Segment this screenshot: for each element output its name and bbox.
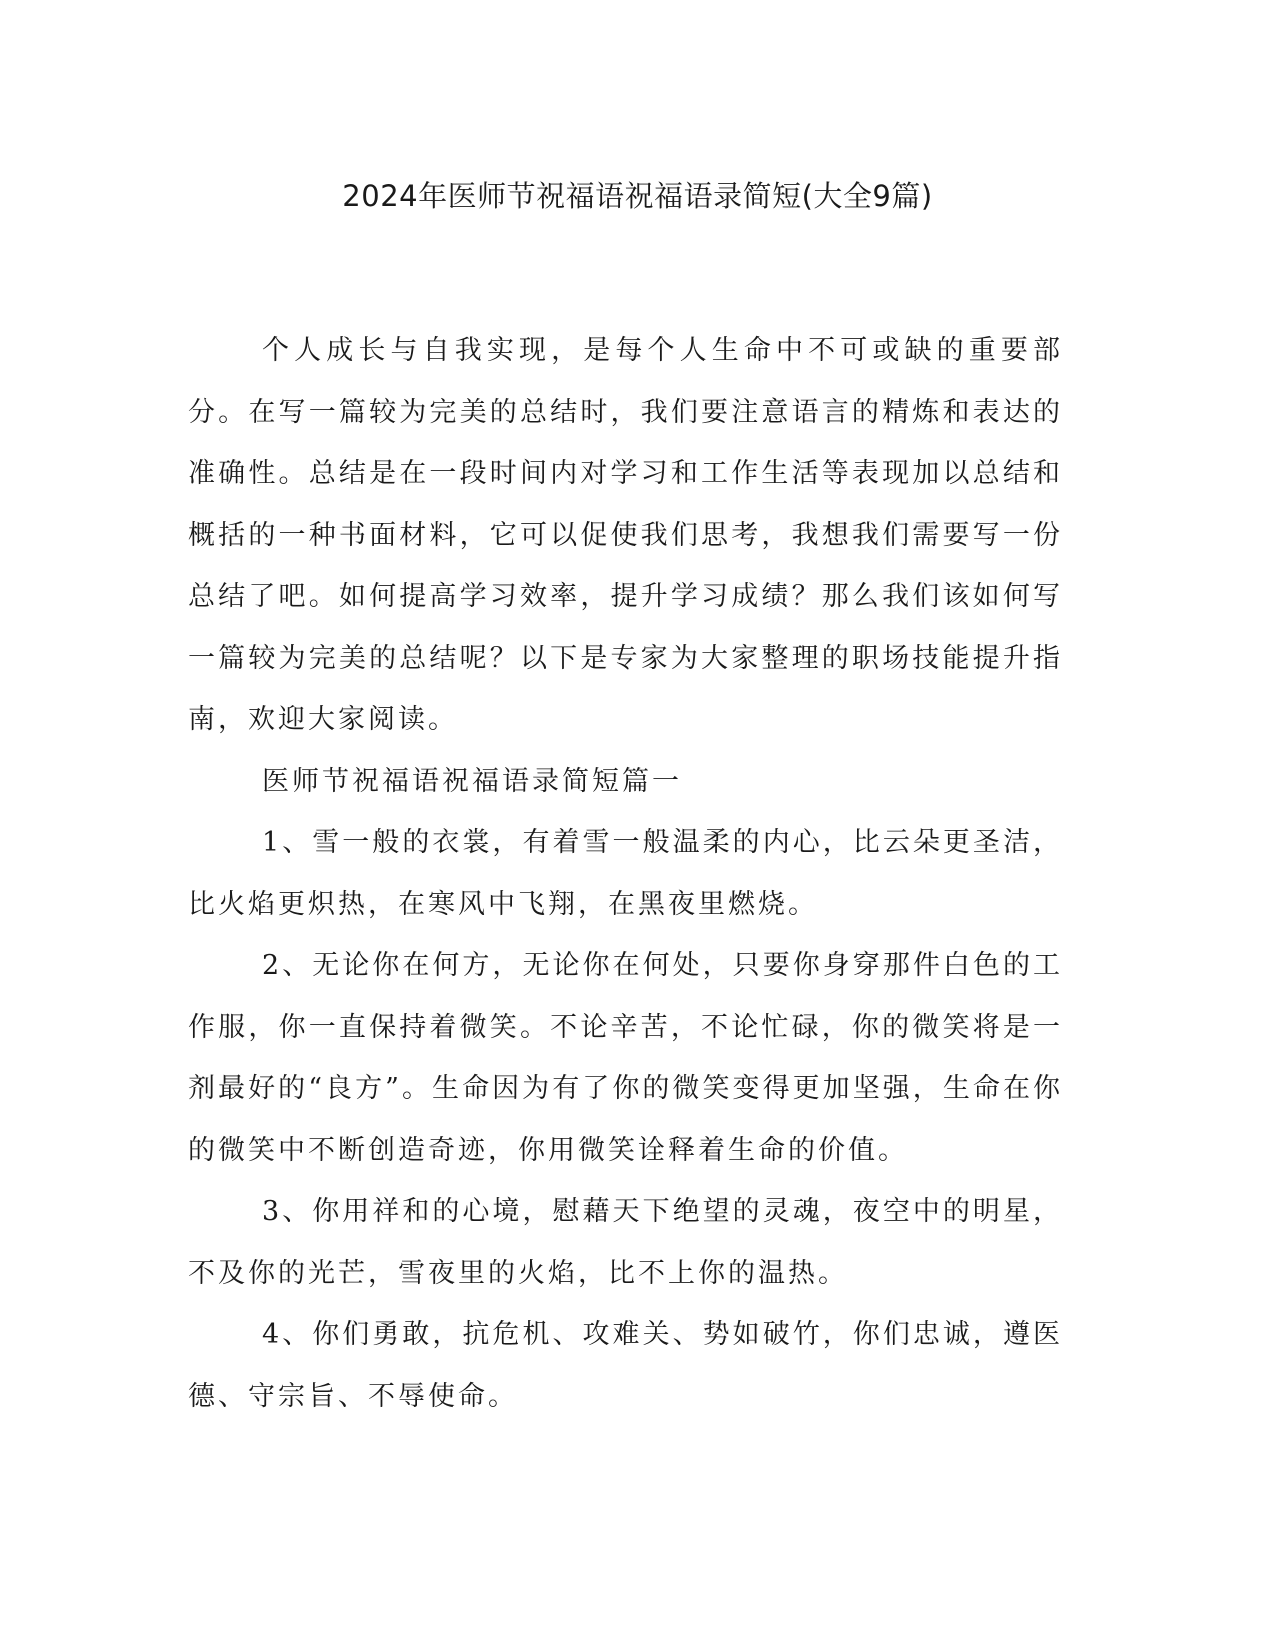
document-body: [188, 320, 1063, 1427]
list-item-4: 4、你们勇敢，抗危机、攻难关、势如破竹，你们忠诚，遵医德、守宗旨、不辱使命。: [188, 1319, 1063, 1412]
list-item-1: 1、雪一般的衣裳，有着雪一般温柔的内心，比云朵更圣洁，比火焰更炽热，在寒风中飞翔，在黑夜里燃烧。: [188, 827, 1063, 920]
document-title: 2024年医师节祝福语祝福语录简短(大全9篇): [342, 179, 933, 213]
list-item-3: 3、你用祥和的心境，慰藉天下绝望的灵魂，夜空中的明星，不及你的光芒，雪夜里的火焰，比不上你的温热。: [188, 1196, 1063, 1289]
intro-paragraph: 个人成长与自我实现，是每个人生命中不可或缺的重要部分。在写一篇较为完美的总结时，我们要注意语言的精炼和表达的准确性。总结是在一段时间内对学习和工作生活等表现加以总结和概括的一种书面材料，它可以促使我们思考，我想我们需要写一份总结了吧。如何提高学习效率，提升学习成绩？那么我们该如何写一篇较为完美的总结呢？以下是专家为大家整理的职场技能提升指南，欢迎大家阅读。: [188, 335, 1063, 735]
list-item-2: 2、无论你在何方，无论你在何处，只要你身穿那件白色的工作服，你一直保持着微笑。不论辛苦，不论忙碌，你的微笑将是一剂最好的“良方”。生命因为有了你的微笑变得更加坚强，生命在你的微笑中不断创造奇迹，你用微笑诠释着生命的价值。: [188, 950, 1063, 1166]
section-heading: 医师节祝福语祝福语录简短篇一: [262, 765, 682, 797]
